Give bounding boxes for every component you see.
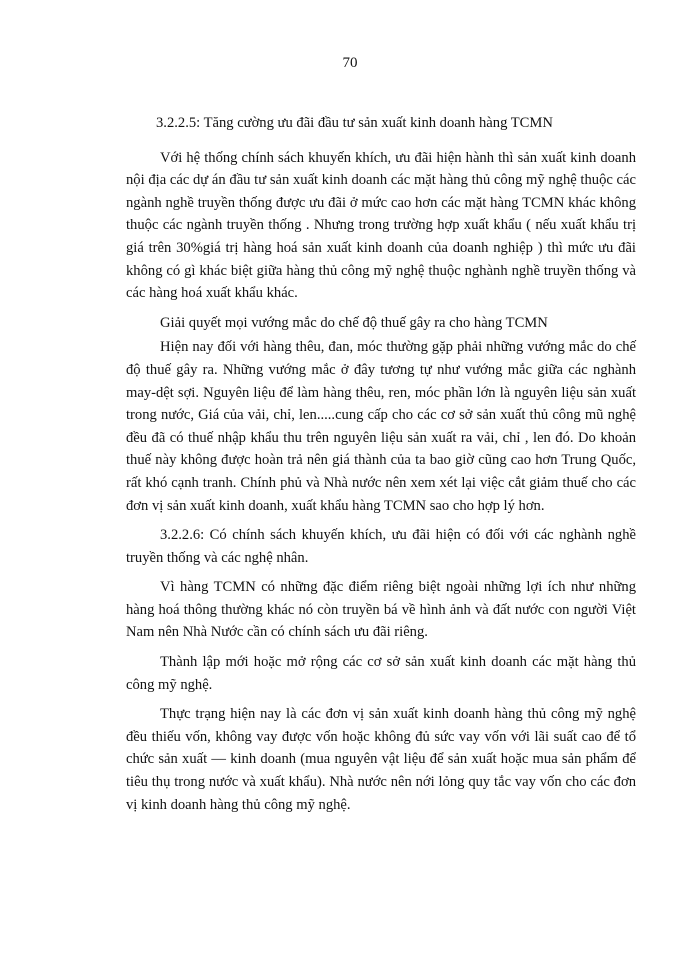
paragraph-capital-shortage: Thực trạng hiện nay là các đơn vị sản xuất kinh doanh hàng thủ công mỹ nghệ đều thiếu vốn, không vay được vốn hoặc không đủ sức vay vốn với lãi suất cao để tổ chức sản xuất — kinh doanh (mua nguyên vật liệu để sản xuất hoặc mua sản phẩm để tiêu thụ trong nước và xuất khẩu). Nhà nước nên nới lỏng quy tắc vay vốn cho các đơn vị kinh doanh hàng thủ công mỹ nghệ. — [126, 706, 636, 813]
section-heading-3-2-2-6: 3.2.2.6: Có chính sách khuyến khích, ưu đãi hiện có đối với các nghành nghề truyền thống và các nghệ nhân. — [126, 527, 636, 566]
paragraph-new-facilities: Thành lập mới hoặc mở rộng các cơ sở sản xuất kinh doanh các mặt hàng thủ công mỹ nghệ. — [126, 654, 636, 693]
paragraph-tax-issues: Hiện nay đối với hàng thêu, đan, móc thường gặp phải những vướng mắc do chế độ thuế gây ra. Những vướng mắc ở đây tương tự như vướng mắc giữa các nghành may-dệt sợi. Nguyên liệu để làm hàng thêu, ren, móc phần lớn là nguyên liệu sản xuất trong nước, Giá của vải, chỉ, len.....cung cấp cho các cơ sở sản xuất thủ công mũ nghệ đều đã có thuế nhập khẩu thu trên nguyên liệu sản xuất ra vải, chỉ , len đó. Do khoản thuế này không được hoàn trả nên giá thành của ta bao giờ cũng cao hơn Trung Quốc, rất khó cạnh tranh. Chính phủ và Nhà nước nên xem xét lại việc cắt giảm thuế cho các đơn vị sản xuất kinh doanh, xuất khẩu hàng TCMN sao cho hợp lý hơn. — [126, 339, 636, 514]
paragraph-tax-issues-heading: Giải quyết mọi vướng mắc do chế độ thuế gây ra cho hàng TCMN — [160, 314, 548, 331]
page-number: 70 — [342, 55, 358, 71]
section-heading-3-2-2-5: 3.2.2.5: Tăng cường ưu đãi đầu tư sản xuất kinh doanh hàng TCMN — [156, 115, 553, 131]
document-body — [126, 112, 636, 823]
paragraph-special-incentives: Vì hàng TCMN có những đặc điểm riêng biệt ngoài những lợi ích như những hàng hoá thông thường khác nó còn truyền bá về hình ảnh và đất nước con người Việt Nam nên Nhà Nước cần có chính sách ưu đãi riêng. — [126, 579, 636, 641]
paragraph-incentive-policy: Với hệ thống chính sách khuyến khích, ưu đãi hiện hành thì sản xuất kinh doanh nội địa các dự án đầu tư sản xuất kinh doanh các mặt hàng thủ công mỹ nghệ thuộc các ngành nghề truyền thống được ưu đãi ở mức cao hơn các mặt hàng TCMN khác không thuộc các ngành truyền thống . Nhưng trong trường hợp xuất khẩu ( nếu xuất khẩu trị giá trên 30%giá trị hàng hoá sản xuất kinh doanh của doanh nghiệp ) thì mức ưu đãi không có gì khác biệt giữa hàng thủ công mỹ nghệ thuộc nghành nghề truyền thống và các hàng hoá xuất khẩu khác. — [126, 149, 636, 302]
